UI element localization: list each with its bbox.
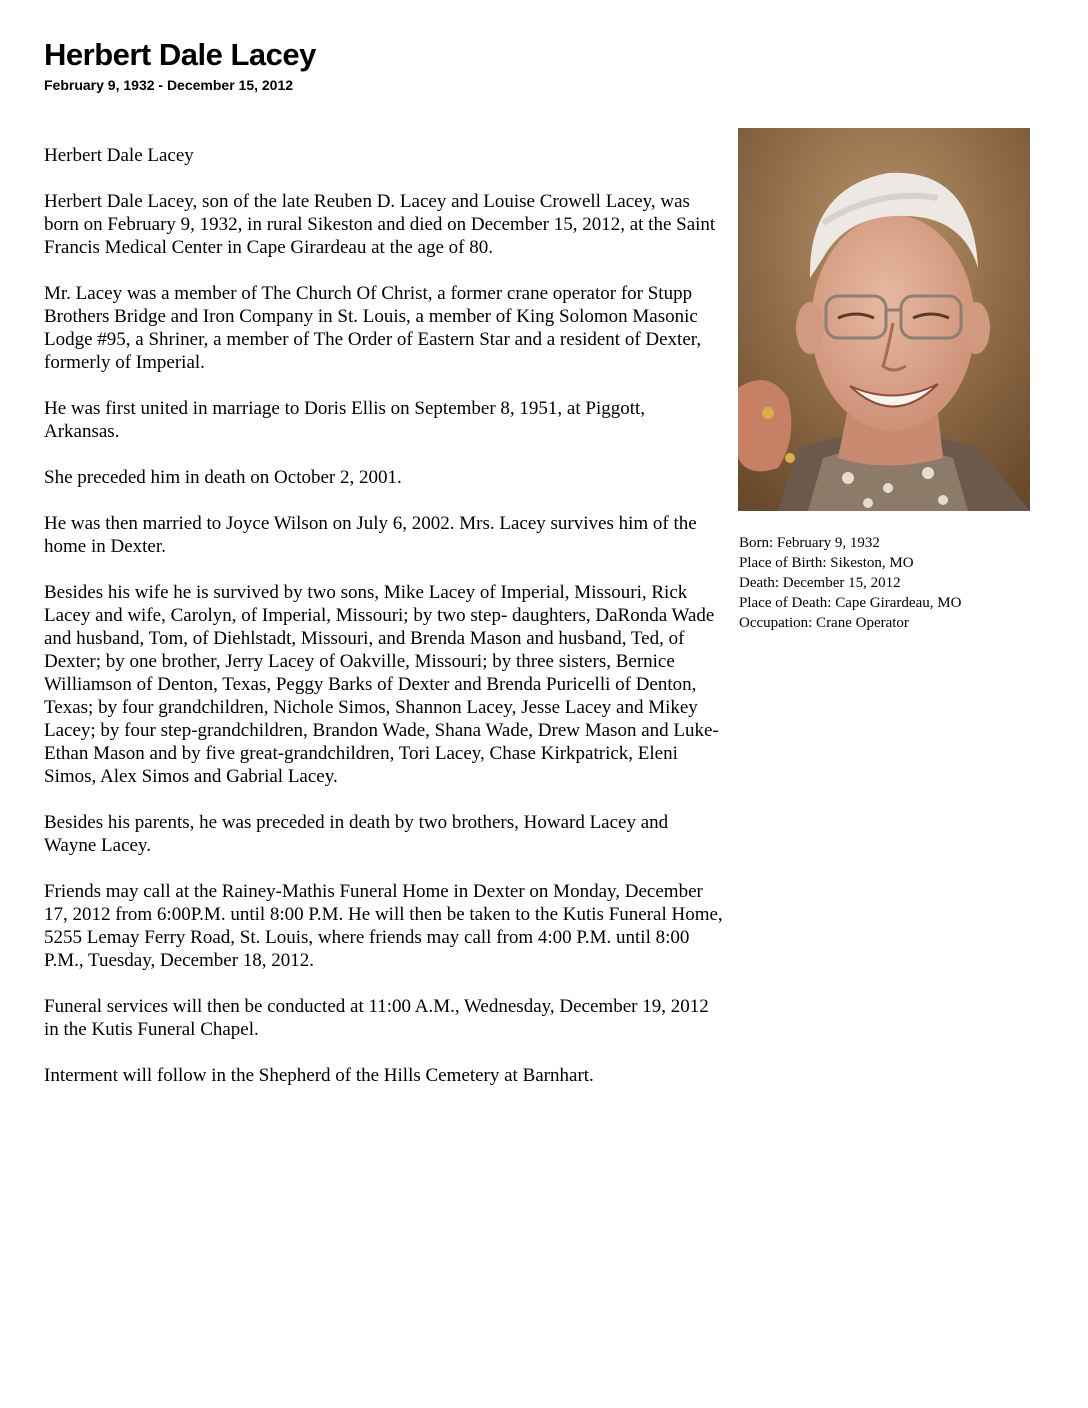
obituary-paragraph: Friends may call at the Rainey-Mathis Funeral Home in Dexter on Monday, December 17, 2012 from 6:00P.M. until 8:00 P.M. He will then be taken to the Kutis Funeral Home, 5255 Lemay Ferry Road, St. Louis, where friends may call from 4:00 P.M. until 8:00 P.M., Tuesday, December 18, 2012. bbox=[44, 881, 723, 971]
page-title: Herbert Dale Lacey bbox=[44, 37, 316, 72]
fact-occupation: Occupation: Crane Operator bbox=[739, 615, 909, 631]
life-dates: February 9, 1932 - December 15, 2012 bbox=[44, 77, 294, 93]
obituary-paragraph: Herbert Dale Lacey bbox=[44, 145, 194, 166]
obituary-paragraph: He was then married to Joyce Wilson on July 6, 2002. Mrs. Lacey survives him of the home in Dexter. bbox=[44, 513, 697, 557]
fact-place-of-death: Place of Death: Cape Girardeau, MO bbox=[739, 595, 962, 611]
vital-facts bbox=[739, 533, 1039, 633]
obituary-paragraph: She preceded him in death on October 2, 2001. bbox=[44, 467, 402, 488]
obituary-body bbox=[44, 144, 724, 1110]
obituary-paragraph: Besides his parents, he was preceded in death by two brothers, Howard Lacey and Wayne Lacey. bbox=[44, 812, 669, 856]
obituary-paragraph: Interment will follow in the Shepherd of the Hills Cemetery at Barnhart. bbox=[44, 1065, 594, 1086]
obituary-paragraph: Mr. Lacey was a member of The Church Of Christ, a former crane operator for Stupp Brothers Bridge and Iron Company in St. Louis, a member of King Solomon Masonic Lodge #95, a Shriner, a member of The Order of Eastern Star and a resident of Dexter, formerly of Imperial. bbox=[44, 283, 702, 373]
portrait-photo bbox=[738, 128, 1030, 511]
obituary-paragraph: Besides his wife he is survived by two sons, Mike Lacey of Imperial, Missouri, Rick Lacey and wife, Carolyn, of Imperial, Missouri; by two step- daughters, DaRonda Wade and husband, Tom, of Diehlstadt, Missouri, and Brenda Mason and husband, Ted, of Dexter; by one brother, Jerry Lacey of Oakville, Missouri; by three sisters, Bernice Williamson of Denton, Texas, Peggy Barks of Dexter and Brenda Puricelli of Denton, Texas; by four grandchildren, Nichole Simos, Shannon Lacey, Jesse Lacey and Mikey Lacey; by four step-grandchildren, Brandon Wade, Shana Wade, Drew Mason and Luke-Ethan Mason and by five great-grandchildren, Tori Lacey, Chase Kirkpatrick, Eleni Simos, Alex Simos and Gabrial Lacey. bbox=[44, 582, 719, 787]
obituary-paragraph: Herbert Dale Lacey, son of the late Reuben D. Lacey and Louise Crowell Lacey, was born on February 9, 1932, in rural Sikeston and died on December 15, 2012, at the Saint Francis Medical Center in Cape Girardeau at the age of 80. bbox=[44, 191, 716, 258]
fact-death: Death: December 15, 2012 bbox=[739, 575, 901, 591]
fact-born: Born: February 9, 1932 bbox=[739, 535, 880, 551]
obituary-paragraph: He was first united in marriage to Doris Ellis on September 8, 1951, at Piggott, Arkansas. bbox=[44, 398, 646, 442]
obituary-paragraph: Funeral services will then be conducted at 11:00 A.M., Wednesday, December 19, 2012 in the Kutis Funeral Chapel. bbox=[44, 996, 709, 1040]
fact-place-of-birth: Place of Birth: Sikeston, MO bbox=[739, 555, 914, 571]
